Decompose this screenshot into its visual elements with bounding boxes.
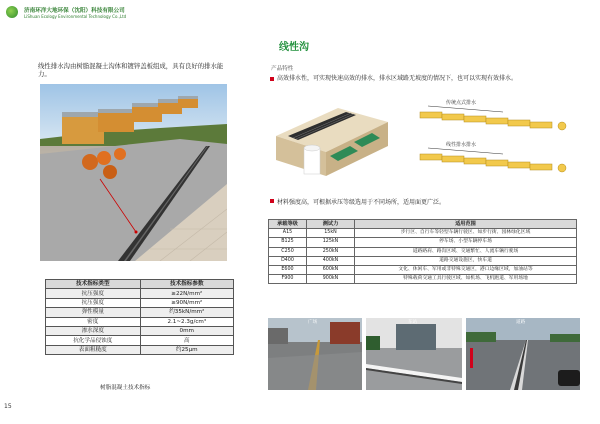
table-row bbox=[46, 298, 234, 307]
table-cell: 弹性模量 bbox=[46, 308, 141, 317]
table-cell: 0mm bbox=[140, 326, 233, 335]
table-row bbox=[269, 275, 577, 284]
feature-item-drainage: 高效排水性，可实现快速高效的排水，排水区域路无坡度的情况下，也可以实现有效排水。 bbox=[277, 75, 518, 82]
table-header-cell: 承载等级 bbox=[269, 220, 307, 229]
table-row bbox=[46, 336, 234, 345]
bullet-icon bbox=[270, 77, 274, 81]
table-cell: F900 bbox=[269, 275, 307, 284]
table-cell: E600 bbox=[269, 265, 307, 274]
table-header-row bbox=[269, 220, 577, 229]
load-class-table bbox=[268, 219, 577, 284]
product-hero-photo bbox=[40, 84, 227, 261]
drainage-diagram bbox=[268, 96, 580, 190]
table-row bbox=[269, 238, 577, 247]
table-cell: D400 bbox=[269, 256, 307, 265]
application-photo-road bbox=[466, 318, 580, 390]
table-cell: C250 bbox=[269, 247, 307, 256]
application-photo-square bbox=[268, 318, 362, 390]
table-cell: 约25μm bbox=[140, 345, 233, 354]
table-cell: 停车场、小型车辆停车场 bbox=[355, 238, 577, 247]
table-cell: 抗压强度 bbox=[46, 289, 141, 298]
photo-label: 道路 bbox=[516, 320, 526, 325]
table-cell: 15kN bbox=[307, 229, 355, 238]
table-cell: 道路路肩、路沟区域、交通繁忙、人流车辆行驶场 bbox=[355, 247, 577, 256]
table-cell: B125 bbox=[269, 238, 307, 247]
photo-label: 车站 bbox=[408, 320, 418, 325]
diagram-label-linear-drainage: 线性排水排水 bbox=[446, 142, 477, 148]
table-row bbox=[46, 326, 234, 335]
diagram-label-point-drainage: 传统点式排水 bbox=[446, 100, 477, 106]
page-number: 15 bbox=[4, 403, 12, 410]
table-header-cell: 适用范围 bbox=[355, 220, 577, 229]
table-cell: 2.1~2.3g/cm³ bbox=[140, 317, 233, 326]
table-cell: 密度 bbox=[46, 317, 141, 326]
company-logo bbox=[6, 6, 18, 18]
table-cell: 表面粗糙度 bbox=[46, 345, 141, 354]
table-cell: 道路交通设施区，快车道 bbox=[355, 256, 577, 265]
company-name-cn: 济南环洋大地环保（沈阳）科技有限公司 bbox=[24, 8, 125, 14]
table-cell: 250kN bbox=[307, 247, 355, 256]
table-row bbox=[46, 317, 234, 326]
table-cell: A15 bbox=[269, 229, 307, 238]
table-header-cell: 技术指标类型 bbox=[46, 280, 141, 289]
table-cell: 步行区、自行车等轻型车辆行驶区、如步行街、园林绿化区域 bbox=[355, 229, 577, 238]
table-cell: 抗压强度 bbox=[46, 298, 141, 307]
table-cell: 文化、休闲车、军用或非特殊交通区，港口边缘区域，加油站等 bbox=[355, 265, 577, 274]
photo-label: 广场 bbox=[308, 320, 318, 325]
table-row bbox=[46, 308, 234, 317]
table-header-cell: 技术指标参数 bbox=[140, 280, 233, 289]
table-cell: 渗水深度 bbox=[46, 326, 141, 335]
company-name-en: LiShuan Ecology Environmental Technology Co.,Ltd bbox=[24, 14, 127, 19]
table-cell: ≥90N/mm² bbox=[140, 298, 233, 307]
table-cell: 125kN bbox=[307, 238, 355, 247]
table-header-row bbox=[46, 280, 234, 289]
bullet-icon bbox=[270, 199, 274, 203]
table-cell: 600kN bbox=[307, 265, 355, 274]
table-row bbox=[46, 345, 234, 354]
table-cell: 抗化学品侵蚀度 bbox=[46, 336, 141, 345]
table-row bbox=[269, 265, 577, 274]
intro-text: 线性排水沟由树脂混凝土沟体和镀锌盖板组成，具有良好的排水能力。 bbox=[38, 62, 224, 78]
table-caption: 树脂混凝土技术指标 bbox=[100, 385, 151, 391]
table-cell: 高 bbox=[140, 336, 233, 345]
features-heading: 产品特性 bbox=[271, 66, 294, 72]
table-row bbox=[269, 229, 577, 238]
table-header-cell: 测试力 bbox=[307, 220, 355, 229]
table-cell: 900kN bbox=[307, 275, 355, 284]
spec-table bbox=[45, 279, 234, 355]
table-cell: ≥22N/mm² bbox=[140, 289, 233, 298]
table-cell: 400kN bbox=[307, 256, 355, 265]
page-title: 线性沟 bbox=[279, 42, 309, 53]
table-cell: 特殊载荷交通工具行驶区域、如机场、飞机跑道、军用场地 bbox=[355, 275, 577, 284]
table-cell: 约35kN/mm² bbox=[140, 308, 233, 317]
table-row bbox=[46, 289, 234, 298]
table-row bbox=[269, 256, 577, 265]
feature-item-strength: 材料强度高，可根据承压等级选用于不同场所，适用面更广泛。 bbox=[277, 199, 446, 206]
table-row bbox=[269, 247, 577, 256]
application-photo-station bbox=[366, 318, 462, 390]
